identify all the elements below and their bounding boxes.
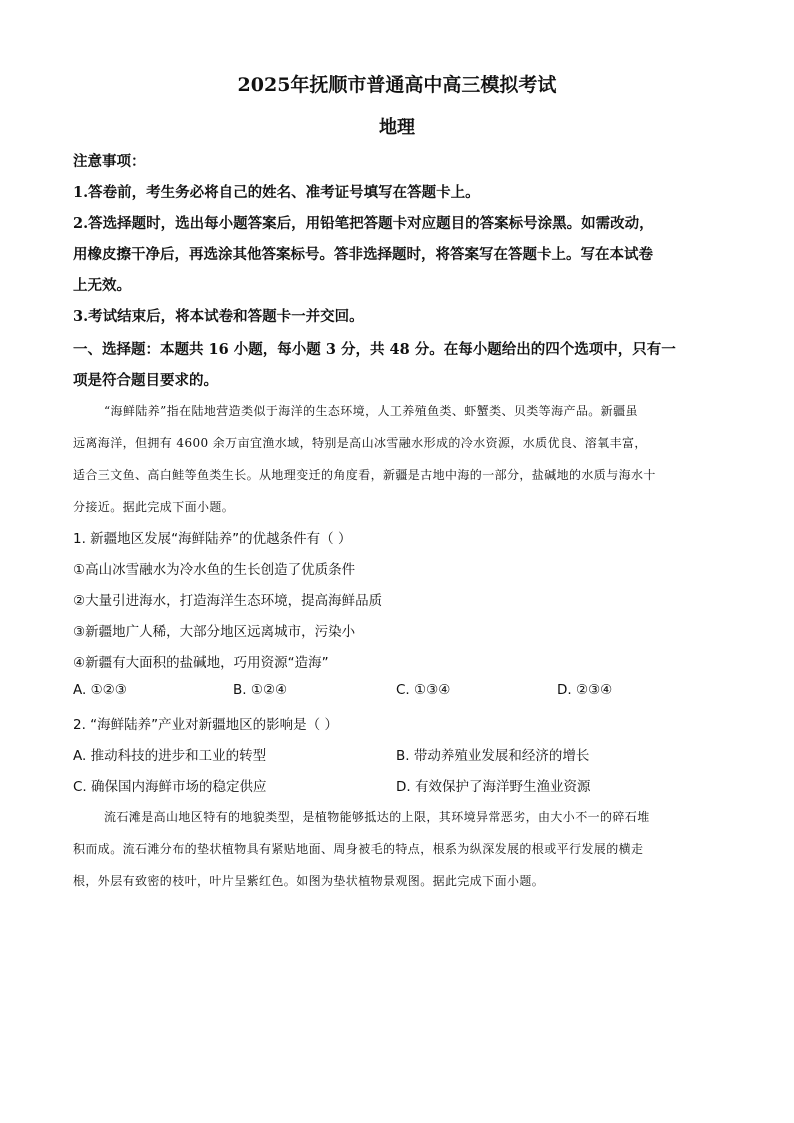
notice-item-3: 3.考试结束后，将本试卷和答题卡一并交回。 [73, 308, 364, 325]
notice-item-1: 1.答卷前，考生务必将自己的姓名、准考证号填写在答题卡上。 [73, 184, 480, 201]
question-1-statement-3: ③新疆地广人稀，大部分地区远离城市，污染小 [73, 624, 356, 640]
question-1-statement-2: ②大量引进海水，打造海洋生态环境，提高海鲜品质 [73, 593, 383, 609]
question-1-statement-4: ④新疆有大面积的盐碱地，巧用资源“造海” [73, 655, 329, 671]
question-2-option-a: A. 推动科技的进步和工业的转型 [73, 748, 267, 764]
passage-1-line-2: 远离海洋，但拥有 4600 余万亩宜渔水域，特别是高山冰雪融水形成的冷水资源，水质优良、溶氧丰富， [73, 436, 647, 450]
notice-item-2-line-1: 2.答选择题时，选出每小题答案后，用铅笔把答题卡对应题目的答案标号涂黑。如需改动， [73, 215, 654, 232]
question-1-option-a: A. ①②③ [73, 682, 127, 698]
passage-1-line-1: “海鲜陆养”指在陆地营造类似于海洋的生态环境，人工养殖鱼类、虾蟹类、贝类等海产品。新疆虽 [104, 404, 638, 418]
notice-heading: 注意事项： [73, 153, 146, 170]
section-heading-line-2: 项是符合题目要求的。 [73, 372, 218, 389]
passage-2-line-2: 积而成。流石滩分布的垫状植物具有紧贴地面、周身被毛的特点，根系为纵深发展的根或平行发展的横走 [73, 842, 644, 856]
question-1-statement-1: ①高山冰雪融水为冷水鱼的生长创造了优质条件 [73, 562, 356, 578]
passage-2-line-1: 流石滩是高山地区特有的地貌类型，是植物能够抵达的上限，其环境异常恶劣，由大小不一的碎石堆 [104, 810, 650, 824]
question-1-option-c: C. ①③④ [396, 682, 451, 698]
subject-title: 地理 [379, 117, 415, 138]
question-2-option-d: D. 有效保护了海洋野生渔业资源 [396, 779, 591, 795]
question-2-stem: 2. “海鲜陆养”产业对新疆地区的影响是（ ） [73, 717, 338, 733]
passage-2-line-3: 根，外层有致密的枝叶，叶片呈紫红色。如图为垫状植物景观图。据此完成下面小题。 [73, 874, 545, 888]
section-heading-line-1: 一、选择题：本题共 16 小题，每小题 3 分，共 48 分。在每小题给出的四个选项中，只有一 [73, 341, 676, 358]
exam-title: 2025年抚顺市普通高中高三模拟考试 [237, 74, 557, 96]
notice-item-2-line-2: 用橡皮擦干净后，再选涂其他答案标号。答非选择题时，将答案写在答题卡上。写在本试卷 [73, 246, 653, 263]
passage-1-line-4: 分接近。据此完成下面小题。 [73, 500, 235, 514]
question-1-option-b: B. ①②④ [233, 682, 288, 698]
question-1-stem: 1. 新疆地区发展“海鲜陆养”的优越条件有（ ） [73, 531, 352, 547]
question-1-option-d: D. ②③④ [557, 682, 613, 698]
question-2-option-c: C. 确保国内海鲜市场的稳定供应 [73, 779, 267, 795]
passage-1-line-3: 适合三文鱼、高白鲑等鱼类生长。从地理变迁的角度看，新疆是古地中海的一部分，盐碱地的水质与海水十 [73, 468, 656, 482]
question-2-option-b: B. 带动养殖业发展和经济的增长 [396, 748, 590, 764]
notice-item-2-line-3: 上无效。 [73, 277, 131, 294]
